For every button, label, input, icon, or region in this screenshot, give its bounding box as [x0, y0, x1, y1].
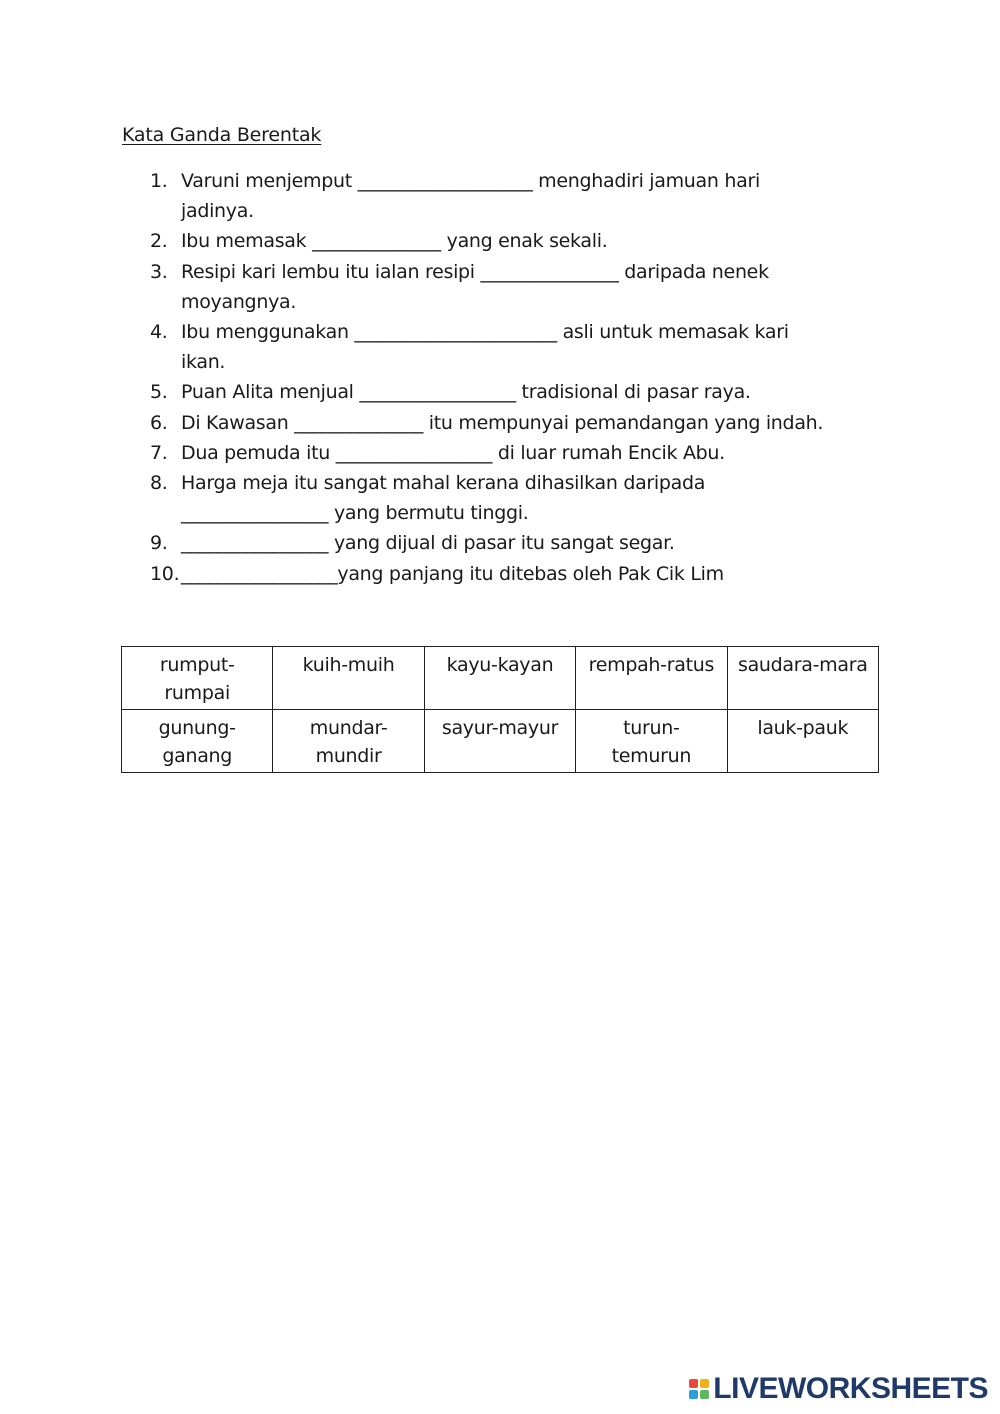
- question-item-5: [150, 377, 870, 407]
- word-bank-cell: [727, 647, 878, 710]
- question-item-4: [150, 317, 870, 377]
- question-text: Dua pemuda itu _________________ di luar rumah Encik Abu.: [181, 441, 725, 464]
- word-bank-word: rumput- rumpai: [159, 654, 235, 704]
- liveworksheets-brand: [689, 1372, 988, 1406]
- question-text: Puan Alita menjual _________________ tradisional di pasar raya.: [181, 381, 751, 404]
- question-number: 4.: [150, 321, 168, 344]
- logo-square-blue: [689, 1390, 698, 1399]
- question-number: 6.: [150, 411, 168, 434]
- brand-text: LIVEWORKSHEETS: [713, 1372, 988, 1405]
- question-item-10: [150, 559, 870, 589]
- word-bank-word: turun- temurun: [611, 717, 692, 767]
- question-text: Di Kawasan ______________ itu mempunyai pemandangan yang indah.: [181, 411, 824, 434]
- word-bank-cell: [424, 710, 575, 773]
- question-text: Harga meja itu sangat mahal kerana dihasilkan daripada ________________ yang bermutu tinggi.: [181, 472, 706, 525]
- word-bank-cell: [122, 710, 273, 773]
- question-number: 5.: [150, 381, 168, 404]
- liveworksheets-logo-icon: [689, 1379, 709, 1399]
- question-number: 7.: [150, 441, 168, 464]
- word-bank-word: gunung- ganang: [158, 717, 236, 767]
- word-bank-cell: [122, 647, 273, 710]
- word-bank-cell: [727, 710, 878, 773]
- word-bank-cell: [576, 710, 727, 773]
- word-bank-cell: [273, 647, 424, 710]
- question-number: 8.: [150, 472, 168, 495]
- logo-square-red: [689, 1379, 698, 1388]
- question-item-7: [150, 438, 870, 468]
- question-item-9: [150, 528, 870, 558]
- question-text: Resipi kari lembu itu ialan resipi _______________ daripada nenek moyangnya.: [181, 260, 769, 313]
- question-item-8: [150, 468, 870, 528]
- question-number: 2.: [150, 230, 168, 253]
- word-bank-word: mundar- mundir: [309, 717, 388, 767]
- word-bank-word: rempah-ratus: [588, 654, 715, 676]
- question-text: Varuni menjemput ___________________ menghadiri jamuan hari jadinya.: [181, 170, 760, 223]
- word-bank-row: [122, 647, 879, 710]
- question-text: _________________yang panjang itu ditebas oleh Pak Cik Lim: [181, 562, 724, 585]
- question-text: Ibu memasak ______________ yang enak sekali.: [181, 230, 608, 253]
- word-bank-cell: [424, 647, 575, 710]
- question-item-6: [150, 408, 870, 438]
- word-bank-word: saudara-mara: [737, 654, 868, 676]
- question-text: ________________ yang dijual di pasar itu sangat segar.: [181, 532, 675, 555]
- question-number: 3.: [150, 260, 168, 283]
- logo-square-green: [700, 1390, 709, 1399]
- logo-square-yellow: [700, 1379, 709, 1388]
- word-bank-word: kayu-kayan: [446, 654, 554, 676]
- question-text: Ibu menggunakan ______________________ asli untuk memasak kari ikan.: [181, 321, 789, 374]
- question-list: [150, 166, 870, 589]
- word-bank-word: lauk-pauk: [757, 717, 849, 739]
- word-bank-word: kuih-muih: [302, 654, 395, 676]
- question-item-1: [150, 166, 870, 226]
- word-bank-word: sayur-mayur: [441, 717, 559, 739]
- word-bank-row: [122, 710, 879, 773]
- page-title: Kata Ganda Berentak: [122, 124, 322, 146]
- question-number: 9.: [150, 532, 168, 555]
- word-bank-table: [121, 646, 879, 773]
- word-bank-cell: [576, 647, 727, 710]
- question-item-2: [150, 226, 870, 256]
- question-item-3: [150, 257, 870, 317]
- question-number: 10.: [150, 562, 180, 585]
- word-bank-cell: [273, 710, 424, 773]
- question-number: 1.: [150, 170, 168, 192]
